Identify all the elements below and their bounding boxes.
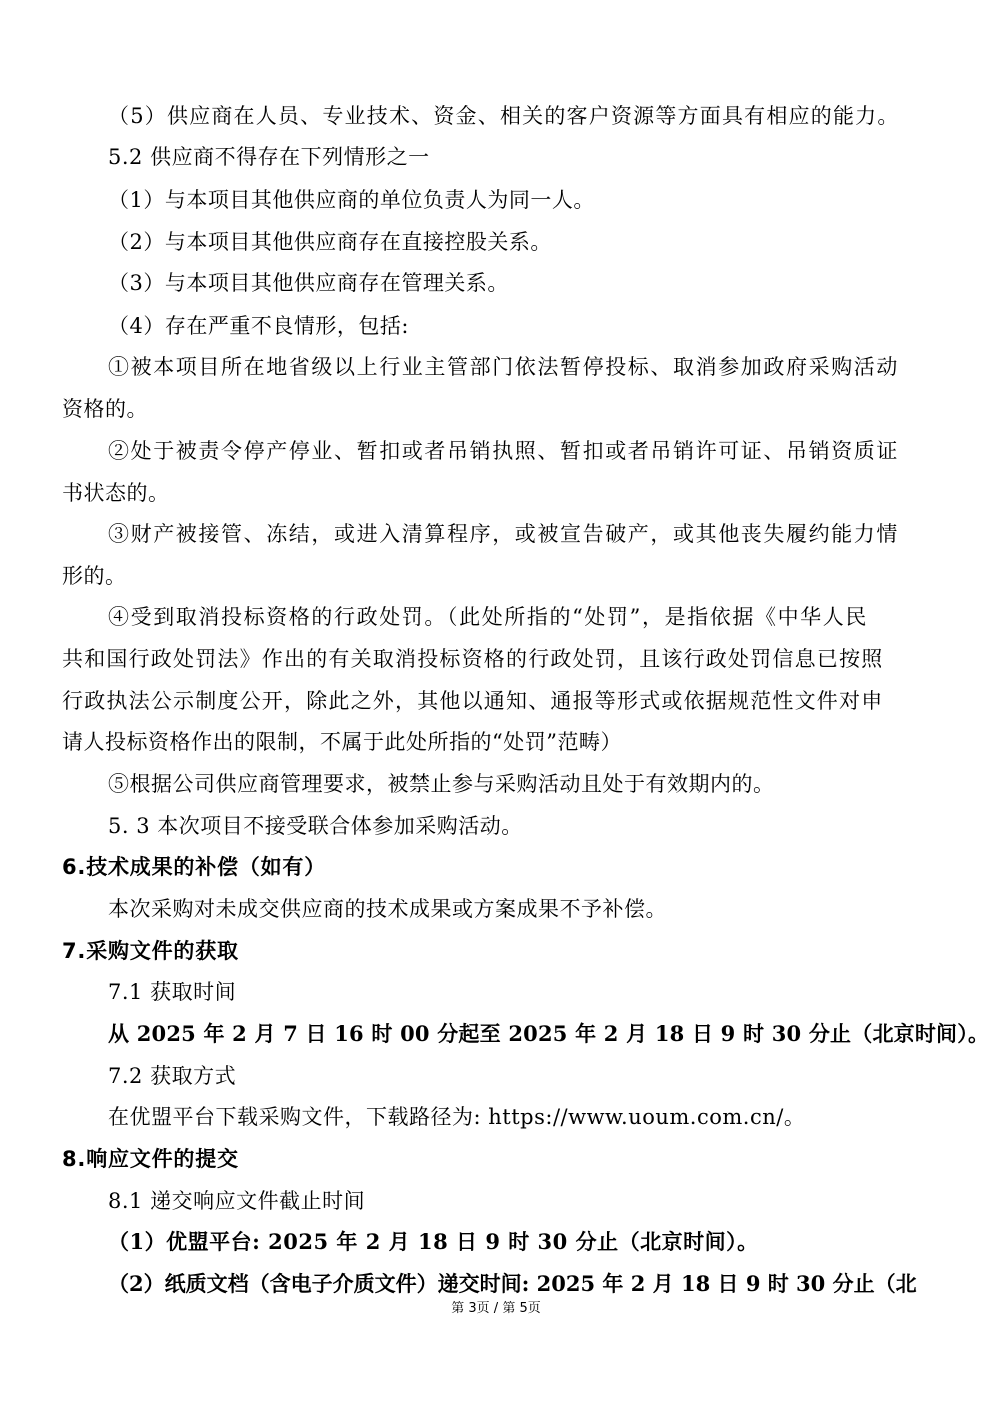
clause-8-1-title: 8.1 递交响应文件截止时间 (108, 1189, 366, 1213)
exclusion-item-4: （4）存在严重不良情形，包括: (108, 314, 409, 338)
acquisition-time: 从 2025 年 2 月 7 日 16 时 00 分起至 2025 年 2 月 18 日 9 时 30 分止（北京时间）。 (108, 1021, 990, 1046)
section-7-heading: 7.采购文件的获取 (62, 939, 239, 963)
bad-situation-4-cont-1: 共和国行政处罚法》作出的有关取消投标资格的行政处罚，且该行政处罚信息已按照 (62, 647, 884, 671)
clause-7-1-title: 7.1 获取时间 (108, 980, 237, 1004)
exclusion-item-2: （2）与本项目其他供应商存在直接控股关系。 (108, 230, 552, 254)
exclusion-item-3: （3）与本项目其他供应商存在管理关系。 (108, 271, 509, 295)
acquisition-method: 在优盟平台下载采购文件，下载路径为: https://www.uoum.com.cn/。 (108, 1105, 806, 1129)
bad-situation-5: ⑤根据公司供应商管理要求，被禁止参与采购活动且处于有效期内的。 (108, 772, 775, 796)
bad-situation-1-cont: 资格的。 (62, 397, 148, 421)
bad-situation-4-cont-3: 请人投标资格作出的限制，不属于此处所指的“处罚”范畴） (62, 730, 622, 754)
requirement-item-5: （5）供应商在人员、专业技术、资金、相关的客户资源等方面具有相应的能力。 (108, 104, 900, 128)
bad-situation-3: ③财产被接管、冻结，或进入清算程序，或被宣告破产，或其他丧失履约能力情 (108, 522, 899, 546)
exclusion-item-1: （1）与本项目其他供应商的单位负责人为同一人。 (108, 188, 595, 212)
clause-7-2-title: 7.2 获取方式 (108, 1064, 237, 1088)
section-8-heading: 8.响应文件的提交 (62, 1147, 239, 1171)
deadline-paper: （2）纸质文档（含电子介质文件）递交时间: 2025 年 2 月 18 日 9 时 30 分止（北 (108, 1271, 917, 1296)
clause-5-3: 5. 3 本次项目不接受联合体参加采购活动。 (108, 814, 523, 838)
bad-situation-4-cont-2: 行政执法公示制度公开，除此之外，其他以通知、通报等形式或依据规范性文件对申 (62, 689, 884, 713)
page-number: 第 3页 / 第 5页 (451, 1301, 541, 1316)
bad-situation-2: ②处于被责令停产停业、暂扣或者吊销执照、暂扣或者吊销许可证、吊销资质证 (108, 439, 899, 463)
clause-5-2-title: 5.2 供应商不得存在下列情形之一 (108, 145, 430, 169)
section-6-heading: 6.技术成果的补偿（如有） (62, 855, 326, 879)
bad-situation-2-cont: 书状态的。 (62, 481, 170, 505)
bad-situation-3-cont: 形的。 (62, 564, 127, 588)
section-6-body: 本次采购对未成交供应商的技术成果或方案成果不予补偿。 (108, 897, 667, 921)
deadline-platform: （1）优盟平台: 2025 年 2 月 18 日 9 时 30 分止（北京时间）。 (108, 1229, 759, 1254)
bad-situation-4: ④受到取消投标资格的行政处罚。（此处所指的“处罚”，是指依据《中华人民 (108, 605, 868, 629)
bad-situation-1: ①被本项目所在地省级以上行业主管部门依法暂停投标、取消参加政府采购活动 (108, 355, 899, 379)
